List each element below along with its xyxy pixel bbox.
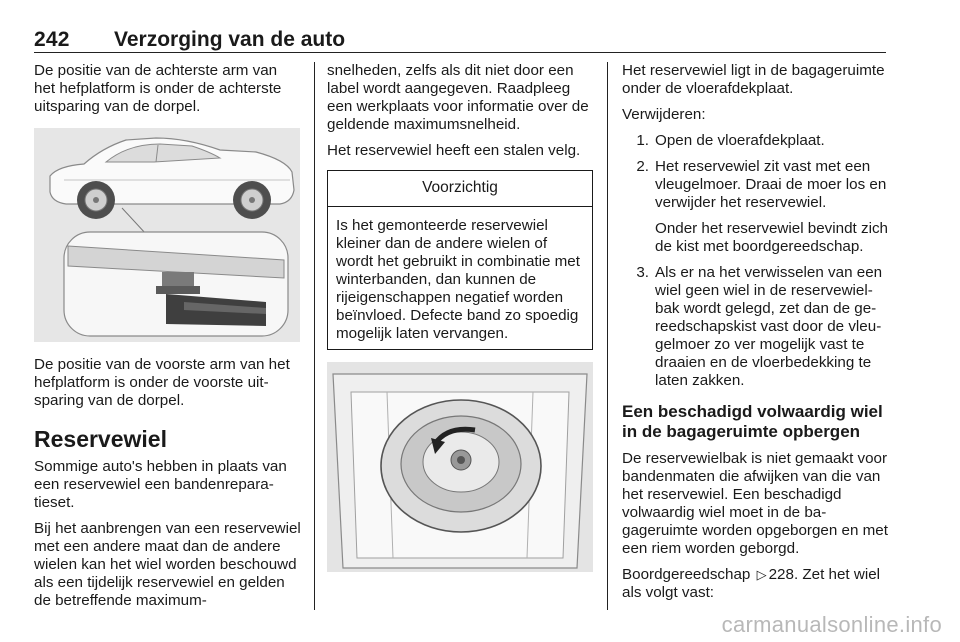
heading-reservewiel: Reservewiel (34, 426, 167, 452)
step-text: Als er na het verwisselen van een wiel geen wiel in de reservewielbak wordt gelegd, zet dan de gereedschapskist vast door de vleugelmoer zo ver mogelijk vast te draaien en de vloerbedekking te laten zakken. (655, 264, 883, 389)
step-number: 3. (636, 264, 649, 281)
caution-title: Voorzichtig (328, 171, 592, 207)
removal-steps (622, 132, 888, 390)
column-left (34, 62, 302, 618)
step-text: Het reservewiel zit vast met een vleugelmoer. Draai de moer los en verwijder het reservewiel. (655, 158, 887, 211)
tools-paragraph (622, 566, 888, 602)
caution-body: Is het gemonteerde reservewiel kleiner dan de andere wielen of wordt het gebruikt in combinatie met winterbanden, dan kunnen de rijeigenschappen negatief worden beïnvloed. Defecte band zo spoedig mogelijk laten vervangen. (336, 217, 580, 342)
front-arm-paragraph: De positie van de voorste arm van het hefplatform is onder de voorste uitsparing van de dorpel. (34, 356, 290, 409)
step-number: 2. (636, 158, 649, 175)
page-ref-link[interactable]: 228 (768, 566, 794, 583)
step-text: Open de vloerafdekplaat. (655, 132, 825, 149)
step-item (622, 264, 888, 390)
repair-kit-paragraph: Sommige auto's hebben in plaats van een reservewiel een bandenreparatieset. (34, 458, 287, 511)
watermark: carmanualsonline.info (721, 612, 942, 637)
rear-arm-paragraph: De positie van de achterste arm van het hefplatform is onder de achterste uitsparing van de dorpel. (34, 62, 282, 115)
page-number: 242 (34, 28, 70, 51)
step-item (622, 132, 888, 150)
column-middle (327, 62, 593, 572)
spare-location-paragraph: Het reservewiel ligt in de bagageruimte onder de vloerafdekplaat. (622, 62, 885, 97)
spare-wheel-trunk-illustration (327, 362, 593, 572)
tools-suffix: . Zet het wiel als volgt vast: (622, 566, 881, 601)
spare-size-paragraph: Bij het aanbrengen van een reservewiel met een andere maat dan de andere wielen kan het wiel worden beschouwd als een tijdelijk reservewiel en gelden de betreffende maximum- (34, 520, 301, 609)
damaged-wheel-paragraph: De reservewielbak is niet gemaakt voor bandenmaten die afwijken van die van het reservewiel. Een beschadigd volwaardig wiel moet in de bagageruimte worden opgeborgen en met een riem worden geborgd. (622, 450, 888, 557)
section-title: Verzorging van de auto (114, 28, 346, 51)
caution-box (327, 170, 593, 350)
lift-point-illustration (34, 128, 300, 342)
step-note: Onder het reservewiel bevindt zich de kist met boordgereedschap. (655, 220, 888, 255)
heading-damaged-wheel: Een beschadigd volwaardig wiel in de bagageruimte opbergen (622, 402, 883, 441)
speed-paragraph: snelheden, zelfs als dit niet door een label wordt aangegeven. Raadpleeg een werkplaats voor informatie over de geldende maximumsnelheid. (327, 62, 589, 133)
step-number: 1. (636, 132, 649, 149)
tools-label: Boordgereedschap (622, 566, 751, 583)
column-divider (607, 62, 608, 610)
steel-rim-paragraph: Het reservewiel heeft een stalen velg. (327, 142, 581, 159)
spare-wheel-illustration (327, 362, 593, 572)
step-item (622, 158, 888, 256)
remove-label: Verwijderen: (622, 106, 706, 123)
car-lift-arm-illustration (34, 128, 300, 342)
column-right (622, 62, 888, 610)
page-header (34, 22, 886, 53)
column-divider (314, 62, 315, 610)
page-ref-arrow-icon: ▷ (756, 567, 767, 582)
